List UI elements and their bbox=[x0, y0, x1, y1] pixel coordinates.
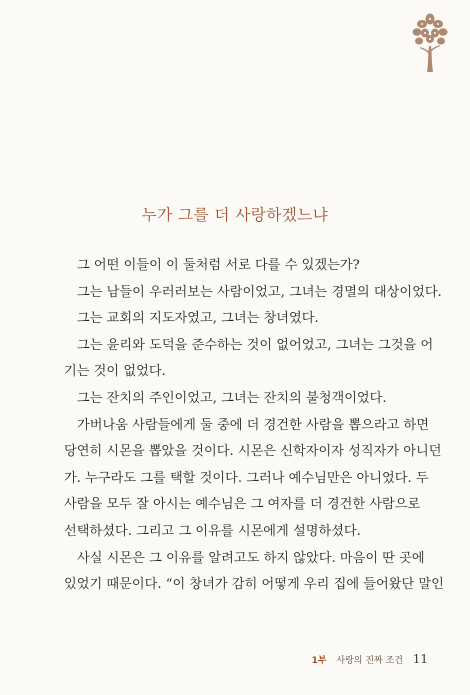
page-footer bbox=[312, 652, 428, 666]
text-line: 그 어떤 이들이 이 둘처럼 서로 다를 수 있겠는가? bbox=[77, 258, 360, 273]
text-line: 그는 교회의 지도자였고, 그녀는 창녀였다. bbox=[77, 311, 319, 327]
chapter-title: 누가 그를 더 사랑하겠느냐 bbox=[141, 206, 329, 224]
text-line: 사람을 모두 잘 아시는 예수님은 그 여자를 더 경건한 사람으로 bbox=[64, 497, 421, 513]
text-line: 가. 누구라도 그를 택할 것이다. 그러나 예수님만은 아니었다. 두 bbox=[64, 470, 429, 486]
tree-icon bbox=[410, 12, 450, 74]
text-line: 사실 시몬은 그 이유를 알려고도 하지 않았다. 마음이 딴 곳에 bbox=[77, 550, 425, 566]
paragraph bbox=[64, 253, 414, 280]
text-line: 기는 것이 없었다. bbox=[64, 364, 166, 380]
paragraph bbox=[64, 386, 414, 413]
section-title: 사랑의 진짜 조건 bbox=[336, 656, 403, 666]
text-line: 당연히 시몬을 뽑았을 것이다. 시몬은 신학자이자 성직자가 아니던 bbox=[64, 444, 442, 460]
body-text bbox=[64, 253, 444, 599]
part-label: 1부 bbox=[311, 656, 327, 666]
text-line: 그는 남들이 우러러보는 사람이었고, 그녀는 경멸의 대상이었다. bbox=[77, 284, 442, 300]
text-line: 그는 윤리와 도덕을 준수하는 것이 없어었고, 그녀는 그것을 어 bbox=[77, 337, 434, 353]
paragraph bbox=[64, 413, 442, 546]
text-line: 선택하셨다. 그리고 그 이유를 시몬에게 설명하셨다. bbox=[64, 523, 361, 539]
page-number: 11 bbox=[412, 652, 428, 666]
text-line: 그는 잔치의 주인이었고, 그녀는 잔치의 불청객이었다. bbox=[77, 390, 387, 406]
paragraph bbox=[64, 546, 444, 599]
paragraph bbox=[64, 333, 434, 386]
text-line: 가버나움 사람들에게 둘 중에 더 경건한 사람을 뽑으라고 하면 bbox=[77, 417, 430, 433]
paragraph bbox=[64, 306, 414, 333]
paragraph bbox=[64, 280, 442, 307]
text-line: 있었기 때문이다. “이 창녀가 감히 어떻게 우리 집에 들어왔단 말인 bbox=[64, 577, 444, 593]
